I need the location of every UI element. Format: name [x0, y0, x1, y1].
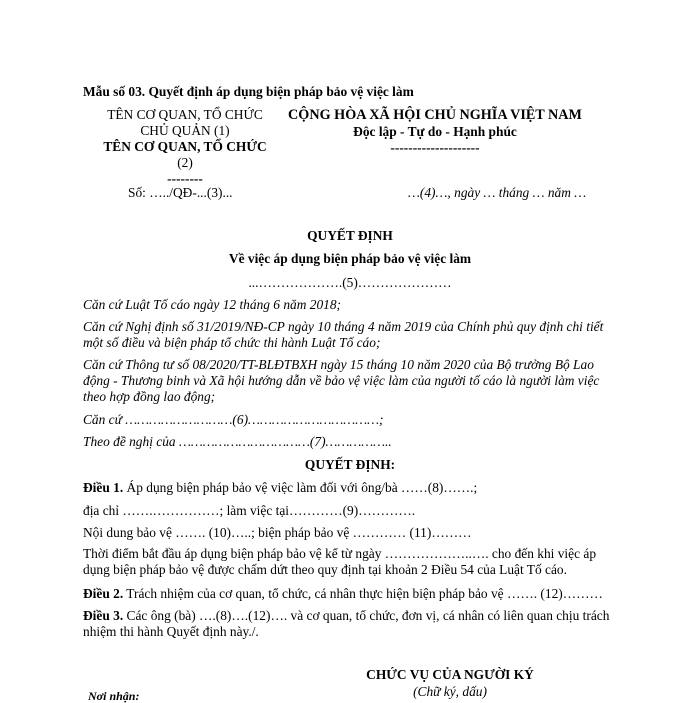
- article-3-label: Điều 3.: [83, 608, 124, 623]
- agency-name: TÊN CƠ QUAN, TỔ CHỨC: [103, 139, 267, 155]
- article-1-line-4: Thời điểm bắt đầu áp dụng biện pháp bảo vệ kể từ ngày ………………..…. cho đến khi việc áp dụng biện pháp bảo vệ được chấm dứt theo quy định tại khoản 2 Điều 54 của Luật Tố cáo.: [83, 546, 597, 578]
- legal-basis-2: Căn cứ Nghị định số 31/2019/NĐ-CP ngày 10 tháng 4 năm 2019 của Chính phủ quy định chi tiết một số điều và biện pháp tổ chức thi hành Luật Tố cáo;: [83, 319, 604, 351]
- right-divider: --------------------: [390, 140, 480, 156]
- header-right: [285, 107, 585, 156]
- header-left: [80, 107, 290, 187]
- agency-number: (2): [177, 155, 193, 171]
- legal-basis-5: Theo đề nghị của ……………………………(7)……………..: [83, 434, 392, 449]
- article-1-label: Điều 1.: [83, 480, 124, 495]
- signer-note: (Chữ ký, dấu): [413, 684, 487, 699]
- left-divider: --------: [167, 171, 203, 187]
- national-motto: Độc lập - Tự do - Hạnh phúc: [353, 124, 517, 140]
- place-and-date: …(4)…, ngày … tháng … năm …: [408, 185, 587, 200]
- legal-basis-3: Căn cứ Thông tư số 08/2020/TT-BLĐTBXH ngày 15 tháng 10 năm 2020 của Bộ trưởng Bộ Lao động - Thương binh và Xã hội hướng dẫn về bảo vệ việc làm của người tố cáo là người làm việc theo hợp đồng lao động;: [83, 357, 600, 405]
- document-title: QUYẾT ĐỊNH: [307, 228, 393, 243]
- article-1-line-2: địa chỉ …….……………; làm việc tại…………(9)………….: [83, 503, 416, 518]
- article-3: [83, 608, 618, 640]
- article-1-line-1: [83, 480, 477, 496]
- article-2-text: Trách nhiệm của cơ quan, tổ chức, cá nhân thực hiện biện pháp bảo vệ ……. (12)………: [123, 586, 603, 601]
- recipients-label: Nơi nhận:: [88, 689, 140, 703]
- article-1-line-3: Nội dung bảo vệ ……. (10)…..; biện pháp bảo vệ ………… (11)………: [83, 525, 472, 540]
- decision-heading: QUYẾT ĐỊNH:: [304, 457, 396, 472]
- article-3-text: Các ông (bà) ….(8)….(12)…. và cơ quan, tổ chức, đơn vị, cá nhân có liên quan chịu trách nhiệm thi hành Quyết định này./.: [83, 608, 610, 640]
- form-title: Mẫu số 03. Quyết định áp dụng biện pháp bảo vệ việc làm: [83, 84, 414, 99]
- signer-title: CHỨC VỤ CỦA NGƯỜI KÝ: [366, 667, 534, 682]
- issuer-line: ...……………….(5)…………………: [248, 275, 452, 290]
- article-2: [83, 586, 603, 602]
- legal-basis-1: Căn cứ Luật Tố cáo ngày 12 tháng 6 năm 2018;: [83, 297, 341, 312]
- agency-parent-name: TÊN CƠ QUAN, TỔ CHỨC: [107, 107, 263, 122]
- nation-name: CỘNG HÒA XÃ HỘI CHỦ NGHĨA VIỆT NAM: [288, 107, 582, 123]
- legal-basis-4: Căn cứ ………………………(6)……………………………;: [83, 412, 384, 427]
- agency-parent-name-2: CHỦ QUẢN (1): [140, 123, 230, 139]
- article-2-label: Điều 2.: [83, 586, 124, 601]
- document-number: Số: …../QĐ-...(3)...: [128, 185, 233, 200]
- article-1-text-1: Áp dụng biện pháp bảo vệ việc làm đối với ông/bà ……(8)…….;: [123, 480, 478, 495]
- document-subject: Về việc áp dụng biện pháp bảo vệ việc làm: [228, 251, 472, 266]
